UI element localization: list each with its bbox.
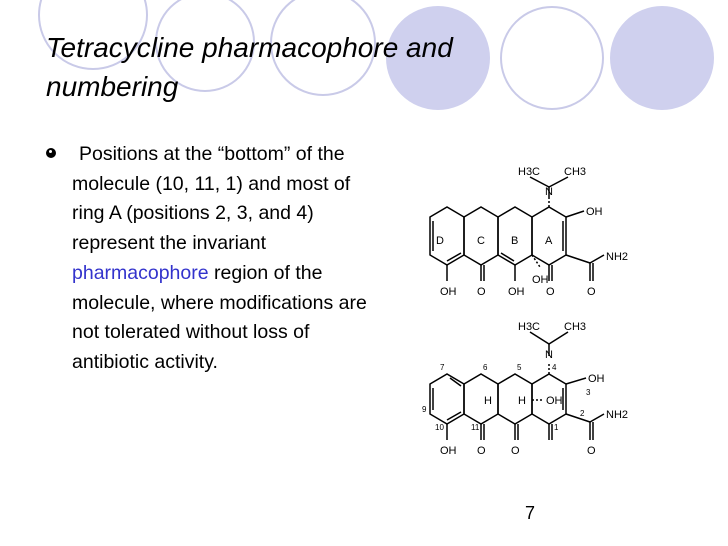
atom-label: H [484, 395, 492, 407]
atom-label: N [545, 186, 553, 198]
position-number: 4 [552, 363, 557, 372]
page-number: 7 [525, 503, 536, 523]
position-number: 7 [440, 363, 445, 372]
atom-label: OH [440, 286, 457, 298]
atom-label: O [511, 445, 520, 457]
ring-label: B [511, 235, 519, 247]
atom-label: OH [440, 445, 457, 457]
ring-label: D [436, 235, 444, 247]
atom-label: OH [532, 274, 549, 286]
ring-label: C [477, 235, 485, 247]
atom-label: H3C [518, 321, 541, 333]
atom-label: H3C [518, 166, 541, 178]
atom-label: OH [588, 373, 605, 385]
position-number: 3 [586, 388, 591, 397]
atom-label: OH [546, 395, 563, 407]
tetracycline-structure-bottom [400, 312, 680, 462]
decor-circle [610, 6, 714, 110]
atom-label: O [477, 286, 486, 298]
slide-title: Tetracycline pharmacophore and numbering [46, 32, 453, 102]
atom-label: CH3 [564, 321, 587, 333]
bullet-text [72, 140, 372, 378]
atom-label: H [518, 395, 526, 407]
pharmacophore-highlight: pharmacophore [72, 261, 209, 284]
position-number: 6 [483, 363, 488, 372]
position-number: 10 [435, 423, 444, 432]
atom-label: OH [586, 206, 603, 218]
atom-label: O [477, 445, 486, 457]
bullet-icon [46, 148, 56, 158]
atom-label: OH [508, 286, 525, 298]
atom-label: NH2 [606, 409, 629, 421]
tetracycline-structure-top [400, 155, 680, 310]
atom-label: N [545, 349, 553, 361]
atom-label: O [587, 445, 596, 457]
atom-label: CH3 [564, 166, 587, 178]
atom-label: O [587, 286, 596, 298]
atom-label: NH2 [606, 251, 629, 263]
position-number: 9 [422, 405, 427, 414]
position-number: 5 [517, 363, 522, 372]
position-number: 1 [554, 423, 559, 432]
atom-label: O [546, 286, 555, 298]
position-number: 11 [471, 423, 480, 432]
bullet-text-start: Positions at the “bottom” of the molecule (10, 11, 1) and most of ring A (positions 2, 3, and 4) represent the invariant [72, 143, 351, 255]
position-number: 2 [580, 409, 585, 418]
ring-label: A [545, 235, 553, 247]
bullet-text-end: region of the molecule, where modifications are not tolerated without loss of antibiotic activity. [72, 261, 367, 373]
